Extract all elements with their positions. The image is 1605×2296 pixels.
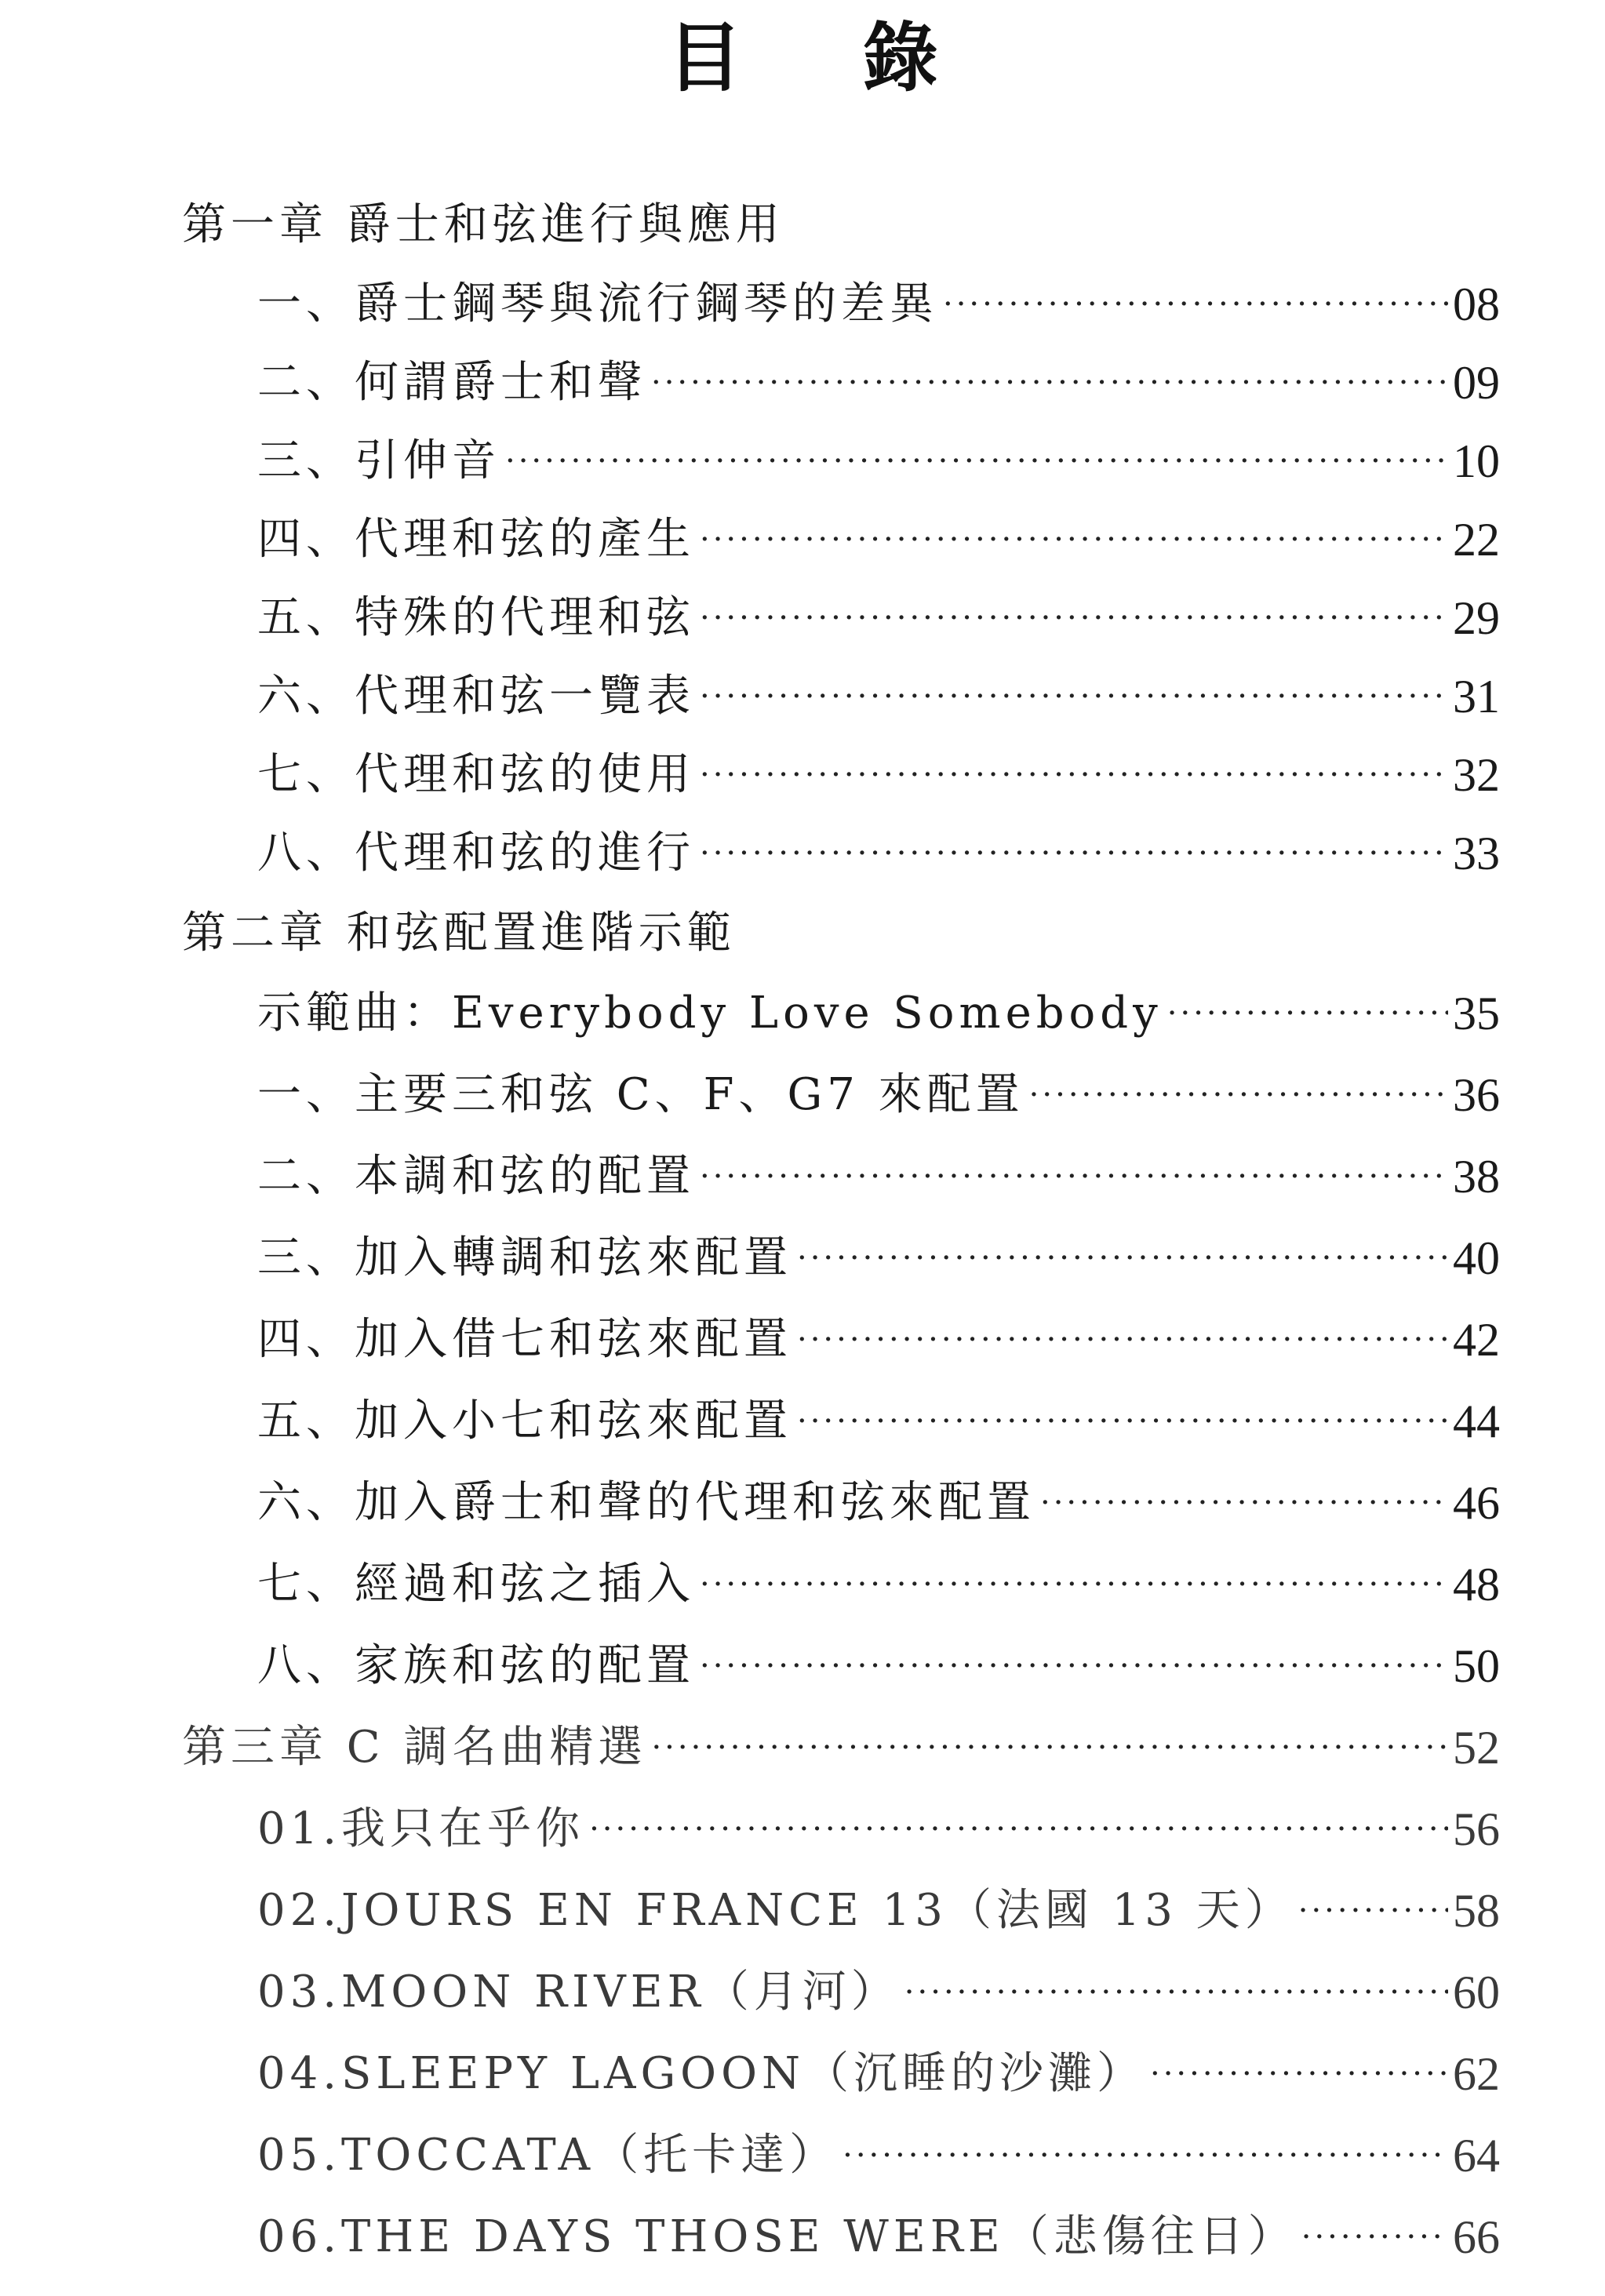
toc-entry — [257, 1796, 1500, 1862]
chapter-1-heading — [182, 192, 784, 258]
dot-leader — [700, 664, 1448, 730]
dot-leader — [700, 507, 1448, 573]
entry-label: 六、加入爵士和聲的代理和弦來配置 — [257, 1477, 1035, 1528]
entry-label: 七、代理和弦的使用 — [257, 749, 695, 800]
toc-entry — [257, 981, 1500, 1046]
page-number: 36 — [1453, 1069, 1500, 1121]
page-number: 52 — [1453, 1722, 1500, 1774]
dot-leader — [843, 2123, 1448, 2189]
page-number: 29 — [1453, 592, 1500, 644]
toc-entry — [257, 350, 1500, 416]
dot-leader — [797, 1225, 1448, 1291]
entry-label: 四、加入借七和弦來配置 — [257, 1314, 792, 1365]
toc-entry — [257, 1959, 1500, 2025]
page-number: 33 — [1453, 828, 1500, 879]
page-number: 62 — [1453, 2048, 1500, 2100]
toc-entry — [257, 1062, 1500, 1128]
dot-leader — [589, 1796, 1448, 1862]
dot-leader — [1150, 2041, 1448, 2107]
toc-entry — [257, 1307, 1500, 1373]
entry-label: 02.JOURS EN FRANCE 13（法國 13 天） — [257, 1885, 1294, 1936]
entry-label: 六、代理和弦一覽表 — [257, 671, 695, 722]
chapter-3-heading — [182, 1715, 1500, 1781]
page-number: 56 — [1453, 1803, 1500, 1855]
toc-entry — [257, 2041, 1500, 2107]
entry-label: 01.我只在乎你 — [257, 1803, 585, 1854]
page-number: 60 — [1453, 1967, 1500, 2018]
dot-leader — [505, 428, 1448, 494]
dot-leader — [1301, 2204, 1448, 2270]
toc-entry — [257, 507, 1500, 573]
dot-leader — [1029, 1062, 1448, 1128]
entry-label: 二、本調和弦的配置 — [257, 1151, 695, 1202]
page-number: 66 — [1453, 2211, 1500, 2263]
entry-label: 五、特殊的代理和弦 — [257, 592, 695, 643]
dot-leader — [700, 1552, 1448, 1617]
entry-label: 八、家族和弦的配置 — [257, 1640, 695, 1691]
page-number: 08 — [1453, 278, 1500, 330]
toc-entry — [257, 1878, 1500, 1944]
page-number: 50 — [1453, 1640, 1500, 1692]
toc-entry — [257, 742, 1500, 808]
dot-leader — [651, 1715, 1448, 1781]
chapter-label: 第三章 C 調名曲精選 — [182, 1722, 647, 1773]
page-number: 58 — [1453, 1885, 1500, 1937]
page-number: 48 — [1453, 1559, 1500, 1610]
page-number: 42 — [1453, 1314, 1500, 1366]
page-title: 目 錄 — [667, 13, 985, 102]
entry-label: 四、代理和弦的產生 — [257, 514, 695, 565]
entry-label: 06.THE DAYS THOSE WERE（悲傷往日） — [257, 2211, 1297, 2262]
entry-label: 八、代理和弦的進行 — [257, 828, 695, 879]
entry-label: 三、引伸音 — [257, 435, 500, 486]
toc-entry — [257, 585, 1500, 651]
dot-leader — [700, 1633, 1448, 1699]
page-number: 10 — [1453, 435, 1500, 487]
page-number: 38 — [1453, 1151, 1500, 1203]
page-number: 64 — [1453, 2130, 1500, 2181]
entry-label: 七、經過和弦之插入 — [257, 1559, 695, 1610]
page-number: 09 — [1453, 357, 1500, 409]
dot-leader — [797, 1307, 1448, 1373]
entry-label: 03.MOON RIVER（月河） — [257, 1967, 900, 2018]
chapter-label: 第二章 和弦配置進階示範 — [182, 908, 736, 959]
chapter-2-heading — [182, 901, 736, 966]
entry-label: 04.SLEEPY LAGOON（沉睡的沙灘） — [257, 2048, 1145, 2099]
page-number: 46 — [1453, 1477, 1500, 1529]
entry-label: 二、何謂爵士和聲 — [257, 357, 646, 408]
page-number: 32 — [1453, 749, 1500, 801]
dot-leader — [700, 742, 1448, 808]
dot-leader — [797, 1388, 1448, 1454]
toc-entry — [257, 2123, 1500, 2189]
toc-entry — [257, 1225, 1500, 1291]
chapter-label: 第一章 爵士和弦進行與應用 — [182, 199, 784, 250]
toc-entry — [257, 1144, 1500, 1210]
page-number: 40 — [1453, 1232, 1500, 1284]
toc-entry — [257, 664, 1500, 730]
page-number: 31 — [1453, 671, 1500, 722]
page-number: 22 — [1453, 514, 1500, 566]
toc-entry — [257, 271, 1500, 337]
dot-leader — [1040, 1470, 1448, 1536]
entry-label: 一、主要三和弦 C、F、G7 來配置 — [257, 1069, 1025, 1120]
page-number: 44 — [1453, 1395, 1500, 1447]
dot-leader — [700, 585, 1448, 651]
dot-leader — [700, 821, 1448, 886]
toc-entry — [257, 1633, 1500, 1699]
dot-leader — [904, 1959, 1448, 2025]
toc-entry — [257, 1388, 1500, 1454]
dot-leader — [1167, 981, 1448, 1046]
dot-leader — [1298, 1878, 1448, 1944]
entry-label: 示範曲：Everybody Love Somebody — [257, 988, 1163, 1039]
page-number: 35 — [1453, 988, 1500, 1039]
entry-label: 一、爵士鋼琴與流行鋼琴的差異 — [257, 278, 938, 329]
toc-entry — [257, 1470, 1500, 1536]
entry-label: 三、加入轉調和弦來配置 — [257, 1232, 792, 1283]
dot-leader — [700, 1144, 1448, 1210]
toc-entry — [257, 2204, 1500, 2270]
entry-label: 五、加入小七和弦來配置 — [257, 1395, 792, 1446]
entry-label: 05.TOCCATA（托卡達） — [257, 2130, 839, 2181]
toc-entry — [257, 821, 1500, 886]
toc-entry — [257, 1552, 1500, 1617]
toc-entry — [257, 428, 1500, 494]
dot-leader — [651, 350, 1448, 416]
dot-leader — [943, 271, 1448, 337]
